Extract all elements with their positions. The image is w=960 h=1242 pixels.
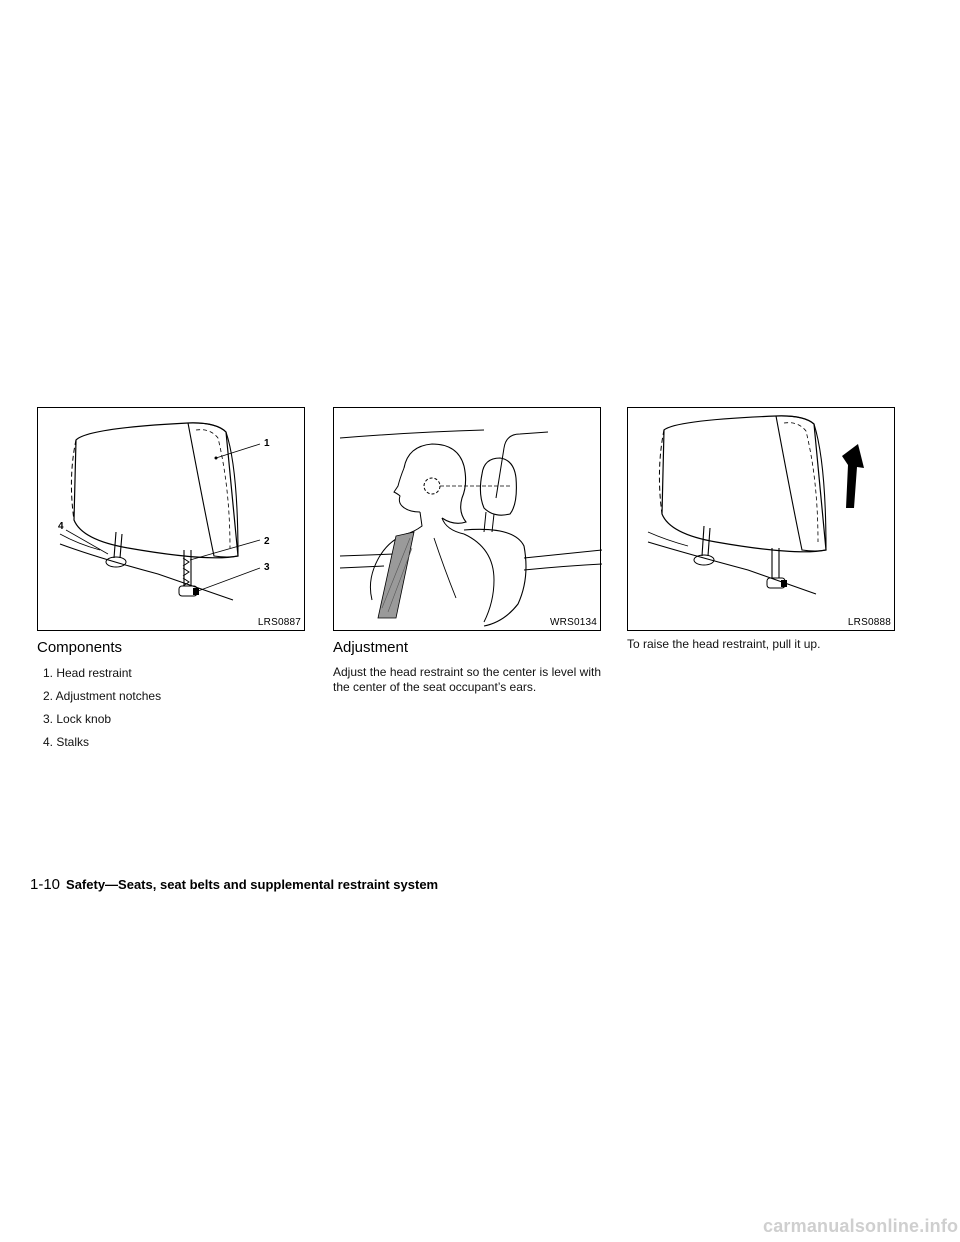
occupant-head-position-illustration (334, 408, 602, 632)
callout-1: 1 (264, 438, 270, 449)
list-item: 3. Lock knob (43, 712, 112, 726)
page-footer (30, 877, 438, 893)
list-item: 2. Adjustment notches (43, 689, 162, 703)
adjustment-text: Adjust the head restraint so the center is level with the center of the seat occupant’s ears. (333, 665, 601, 694)
chapter-title: Safety—Seats, seat belts and supplemental restraint system (66, 877, 439, 892)
components-section (37, 407, 305, 758)
components-heading: Components (37, 639, 123, 656)
figure-code: WRS0134 (550, 617, 597, 628)
callout-3: 3 (264, 562, 270, 573)
figure-code: LRS0888 (847, 617, 891, 628)
raise-head-restraint-illustration (628, 408, 896, 632)
raise-section (627, 407, 895, 652)
callout-4: 4 (58, 521, 64, 532)
raise-figure (627, 407, 895, 631)
page-number: 1-10 (30, 876, 61, 893)
adjustment-heading: Adjustment (333, 639, 409, 656)
head-restraint-components-illustration (38, 408, 306, 632)
components-list (37, 666, 305, 749)
callout-2: 2 (264, 536, 270, 547)
list-item: 4. Stalks (43, 735, 90, 749)
raise-text: To raise the head restraint, pull it up. (627, 637, 821, 651)
up-arrow-icon (842, 444, 864, 508)
figure-code: LRS0887 (257, 617, 301, 628)
adjustment-section (333, 407, 601, 695)
adjustment-figure (333, 407, 601, 631)
list-item: 1. Head restraint (43, 666, 132, 680)
components-figure (37, 407, 305, 631)
watermark: carmanualsonline.info (763, 1216, 959, 1236)
